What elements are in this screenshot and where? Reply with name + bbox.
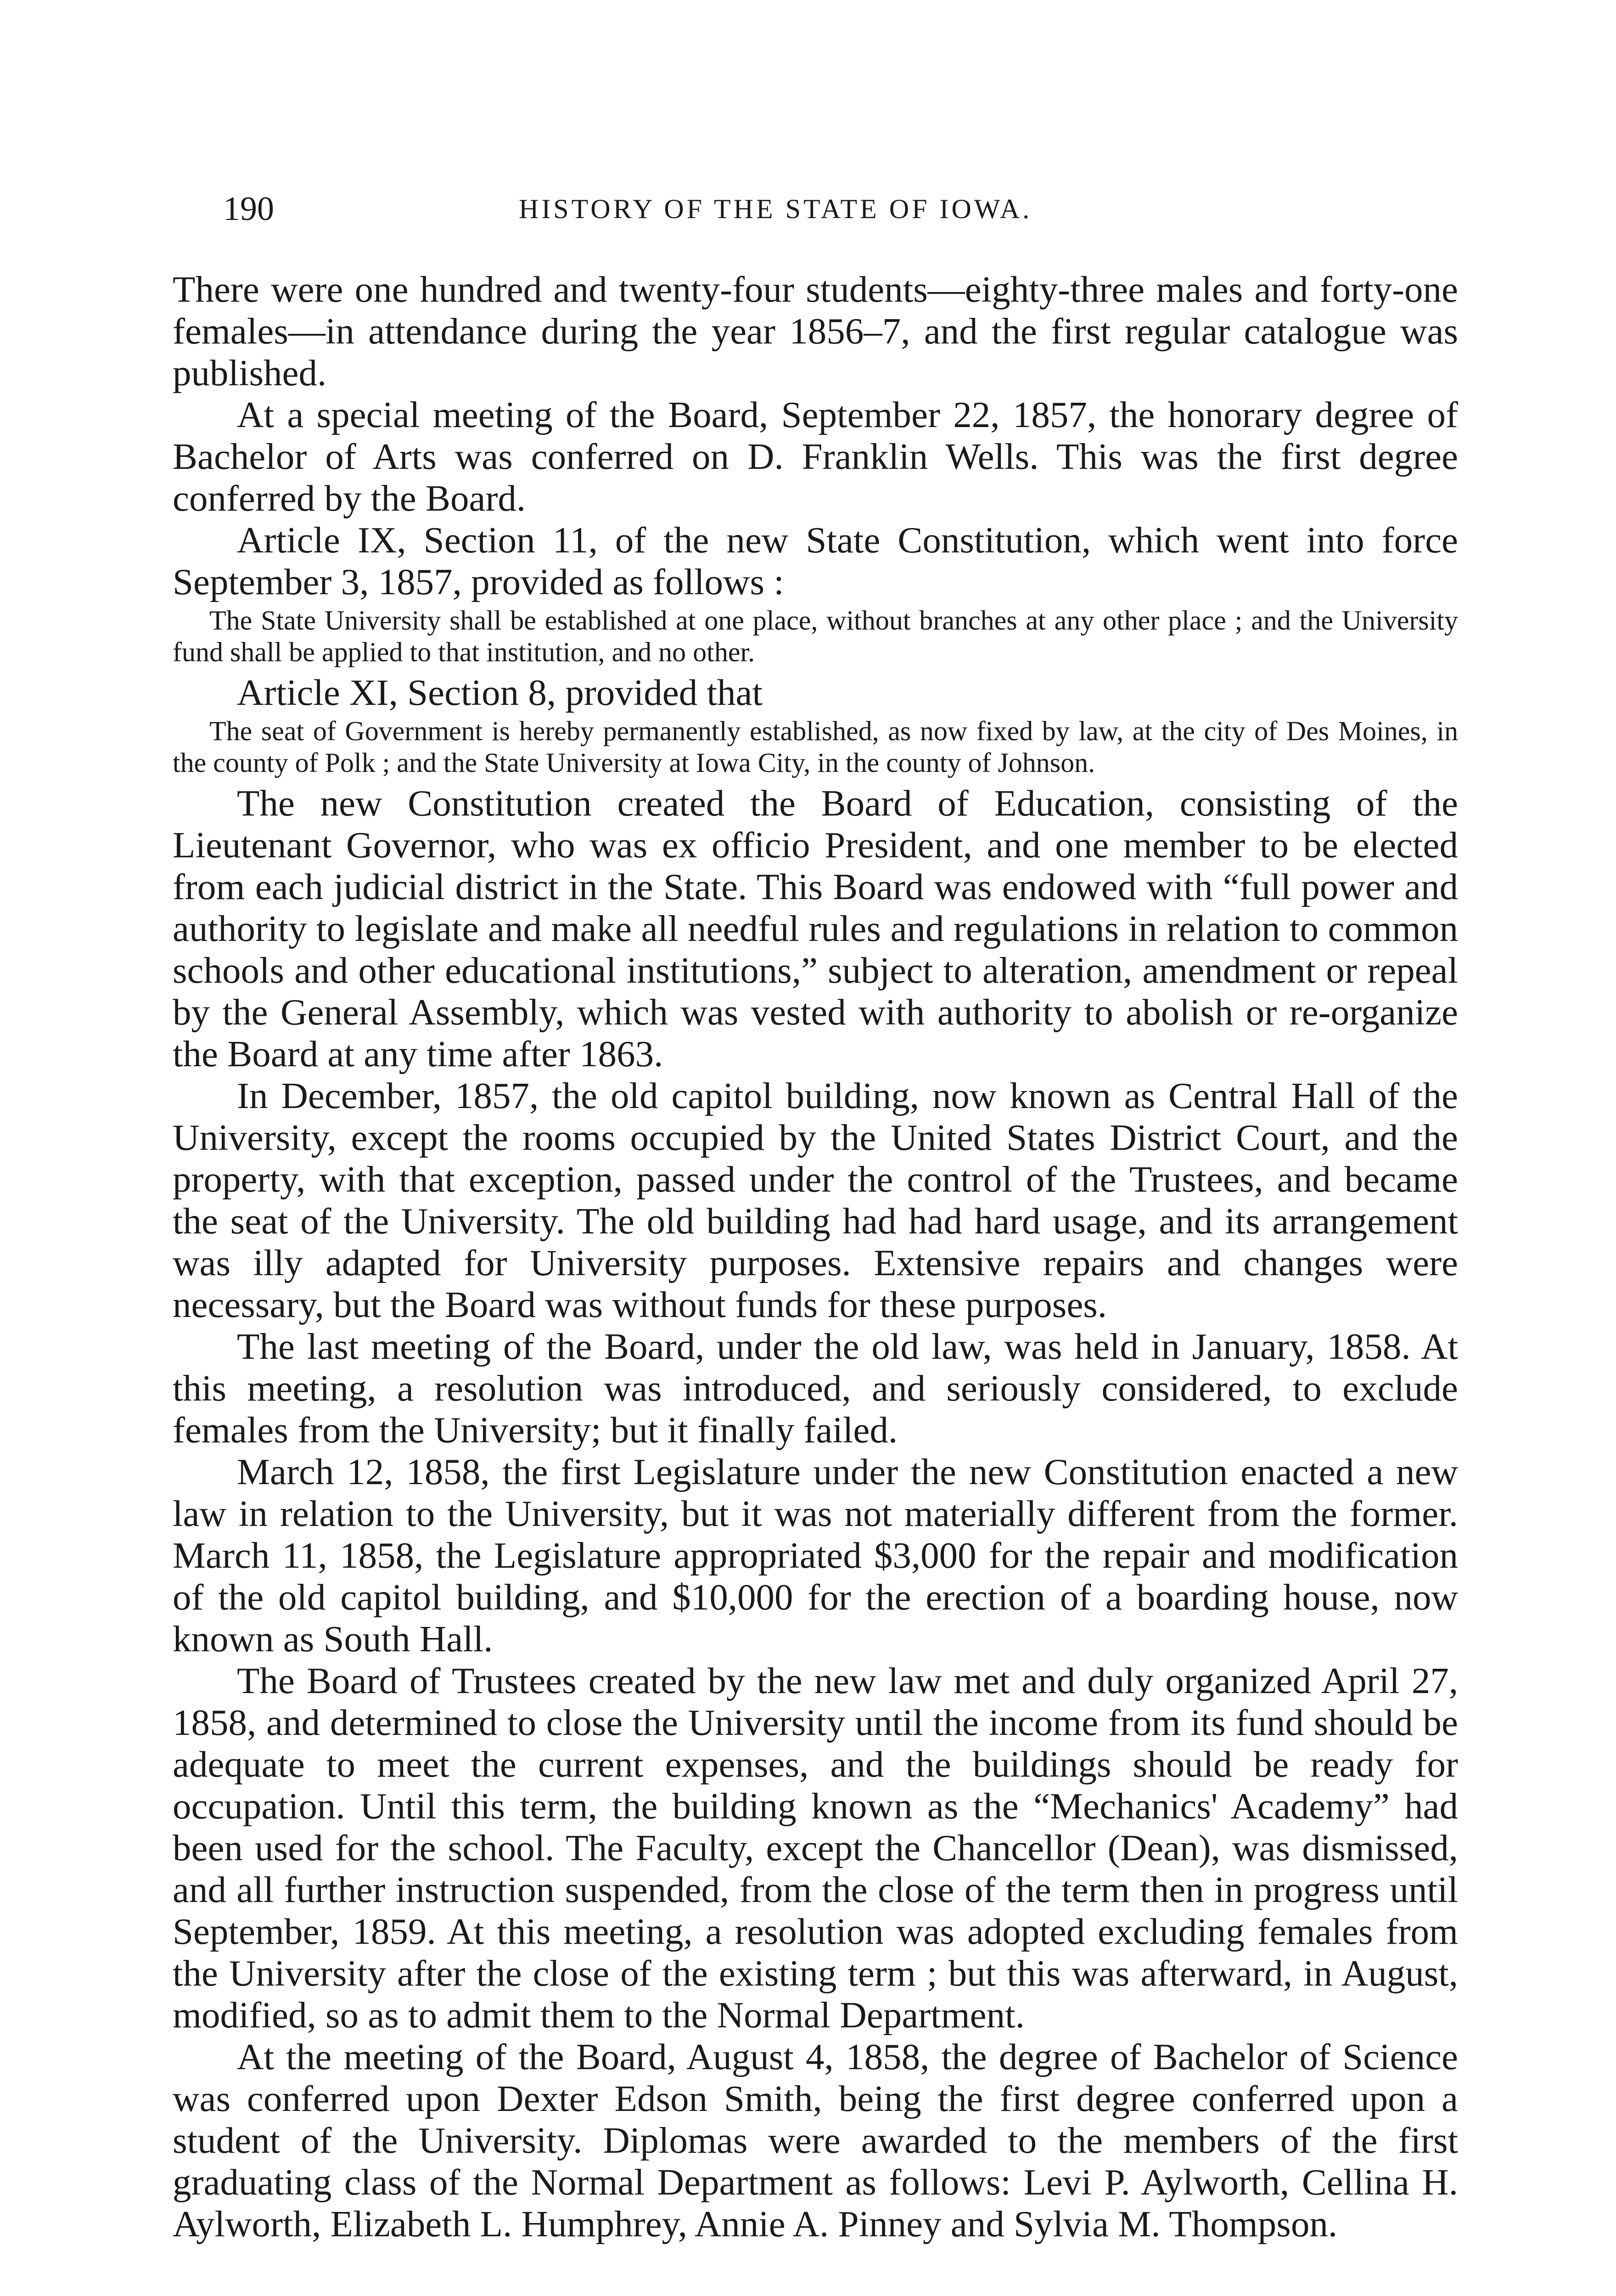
- running-head: HISTORY OF THE STATE OF IOWA.: [519, 194, 1032, 224]
- page-number: 190: [223, 190, 274, 228]
- page-body: [173, 269, 1458, 2245]
- page-header: [0, 181, 1616, 236]
- paragraph: The Board of Trustees created by the new law met and duly organized April 27, 1858, and determined to close the University until the income from its fund should be adequate to meet the current expenses, and the buildings should be ready for occupation. Until this term, the building known as the “Mechanics' Academy” had been used for the school. The Faculty, except the Chancellor (Dean), was dismissed, and all further instruction suspended, from the close of the term then in progress until September, 1859. At this meeting, a resolution was adopted excluding females from the University after the close of the existing term ; but this was afterward, in August, modified, so as to admit them to the Normal Department.: [173, 1660, 1458, 2036]
- constitution-quote: The State University shall be established at one place, without branches at any other place ; and the University fund shall be applied to that institution, and no other.: [173, 605, 1458, 667]
- paragraph: At a special meeting of the Board, September 22, 1857, the honorary degree of Bachelor of Arts was conferred on D. Franklin Wells. This was the first degree conferred by the Board.: [173, 394, 1458, 519]
- paragraph: The last meeting of the Board, under the old law, was held in January, 1858. At this meeting, a resolution was introduced, and seriously considered, to exclude females from the University; but it finally failed.: [173, 1326, 1458, 1451]
- constitution-quote: The seat of Government is hereby permanently established, as now fixed by law, at the city of Des Moines, in the county of Polk ; and the State University at Iowa City, in the county of Johnson.: [173, 716, 1458, 778]
- paragraph: The new Constitution created the Board of Education, consisting of the Lieutenant Governor, who was ex officio President, and one member to be elected from each judicial district in the State. This Board was endowed with “full power and authority to legislate and make all needful rules and regulations in relation to common schools and other educational institutions,” subject to alteration, amendment or repeal by the General Assembly, which was vested with authority to abolish or re-organize the Board at any time after 1863.: [173, 782, 1458, 1075]
- paragraph: Article XI, Section 8, provided that: [237, 672, 763, 713]
- paragraph: Article IX, Section 11, of the new State Constitution, which went into force September 3, 1857, provided as follows :: [173, 519, 1458, 602]
- paragraph: There were one hundred and twenty-four students—eighty-three males and forty-one females—in attendance during the year 1856–7, and the first regular catalogue was published.: [173, 269, 1458, 394]
- paragraph: March 12, 1858, the first Legislature under the new Constitution enacted a new law in relation to the University, but it was not materially different from the former. March 11, 1858, the Legislature appropriated $3,000 for the repair and modification of the old capitol building, and $10,000 for the erection of a boarding house, now known as South Hall.: [173, 1451, 1458, 1660]
- paragraph: In December, 1857, the old capitol building, now known as Central Hall of the University, except the rooms occupied by the United States District Court, and the property, with that exception, passed under the control of the Trustees, and became the seat of the University. The old building had had hard usage, and its arrangement was illy adapted for University purposes. Extensive repairs and changes were necessary, but the Board was without funds for these purposes.: [173, 1075, 1458, 1325]
- paragraph: At the meeting of the Board, August 4, 1858, the degree of Bachelor of Science was conferred upon Dexter Edson Smith, being the first degree conferred upon a student of the University. Diplomas were awarded to the members of the first graduating class of the Normal Department as follows: Levi P. Aylworth, Cellina H. Aylworth, Elizabeth L. Humphrey, Annie A. Pinney and Sylvia M. Thompson.: [173, 2036, 1458, 2245]
